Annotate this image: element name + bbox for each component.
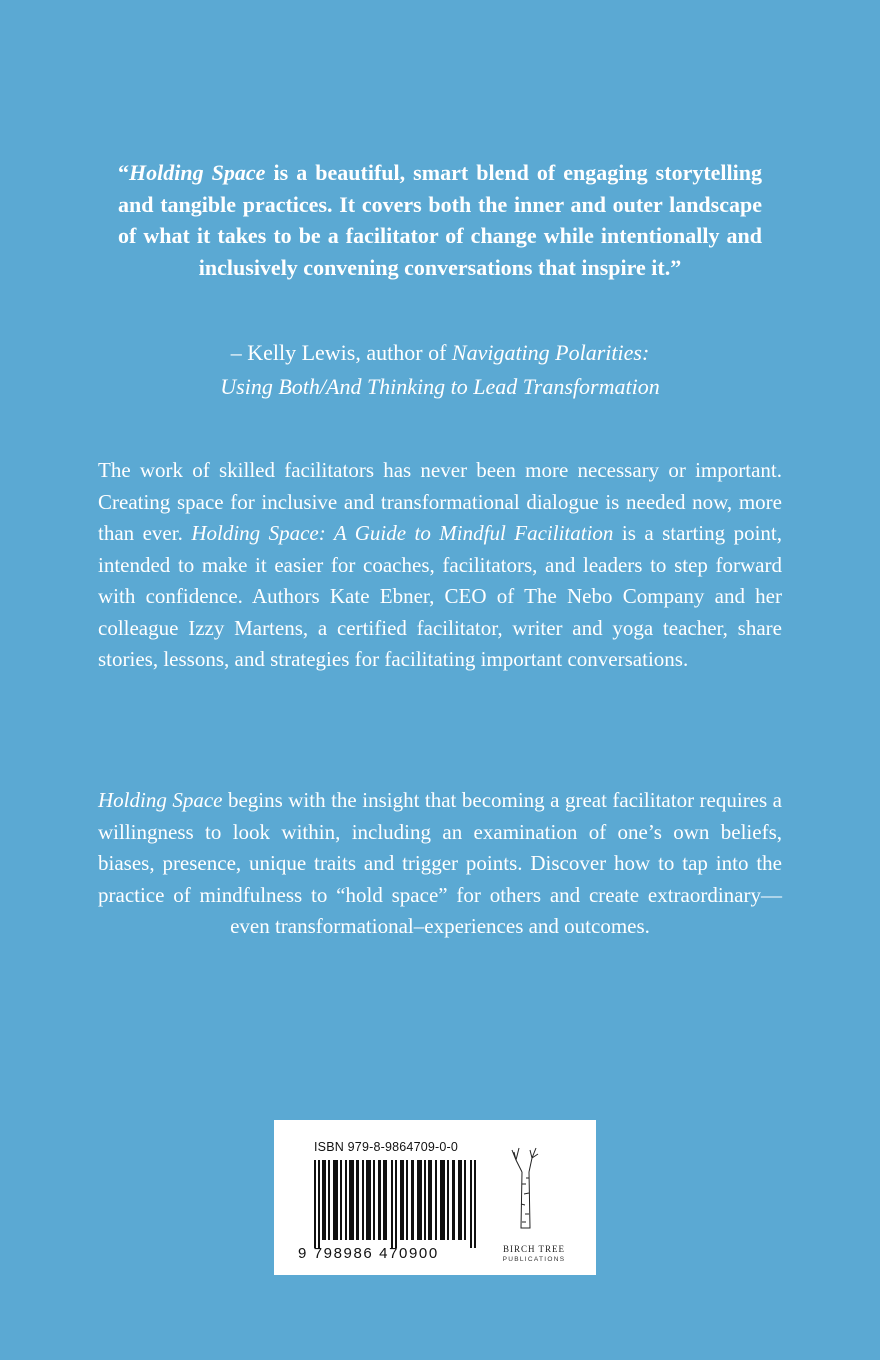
barcode-icon	[314, 1160, 476, 1248]
description-book-title: Holding Space: A Guide to Mindful Facilitation	[191, 521, 614, 545]
quote-text: is a beautiful, smart blend of engaging storytelling and tangible practices. It covers both the inner and outer landscape of what it takes to be a facilitator of change while intentionally and inclusively convening conversations that inspire it.”	[118, 160, 762, 280]
open-quote: “	[118, 160, 129, 185]
attribution-book-title-1: Navigating Polarities:	[451, 340, 650, 365]
attribution-prefix: – Kelly Lewis, author of	[230, 340, 452, 365]
endorsement-attribution	[100, 336, 780, 404]
quote-book-title: Holding Space	[129, 160, 266, 185]
isbn-label: ISBN 979-8-9864709-0-0	[314, 1140, 459, 1154]
publisher-subtitle: PUBLICATIONS	[502, 1256, 566, 1263]
description-text: begins with the insight that becoming a great facilitator requires a willingness to look within, including an examination of one’s own beliefs, biases, presence, unique traits and trigger points. Discover how to tap into the practice of mindfulness to “hold space” for others and create extraordinary—even transformational–experiences and outcomes.	[98, 788, 782, 938]
description-paragraph-2	[98, 785, 782, 943]
attribution-book-title-2: Using Both/And Thinking to Lead Transformation	[220, 374, 660, 399]
barcode-digits: 9 798986 470900	[298, 1245, 439, 1262]
description-book-title: Holding Space	[98, 788, 223, 812]
description-paragraph-1	[98, 455, 782, 676]
publisher-name: BIRCH TREE	[502, 1244, 566, 1254]
birch-tree-icon	[510, 1142, 540, 1232]
endorsement-quote	[118, 157, 762, 283]
description-text: The work of skilled facilitators has never been more necessary or important. Creating space for inclusive and transformational dialogue is needed now, more than ever.	[98, 458, 782, 545]
description-text: is a starting point, intended to make it easier for coaches, facilitators, and leaders to step forward with confidence. Authors Kate Ebner, CEO of The Nebo Company and her colleague Izzy Martens, a certified facilitator, writer and yoga teacher, share stories, lessons, and strategies for facilitating important conversations.	[98, 521, 782, 671]
barcode-panel	[274, 1120, 596, 1275]
